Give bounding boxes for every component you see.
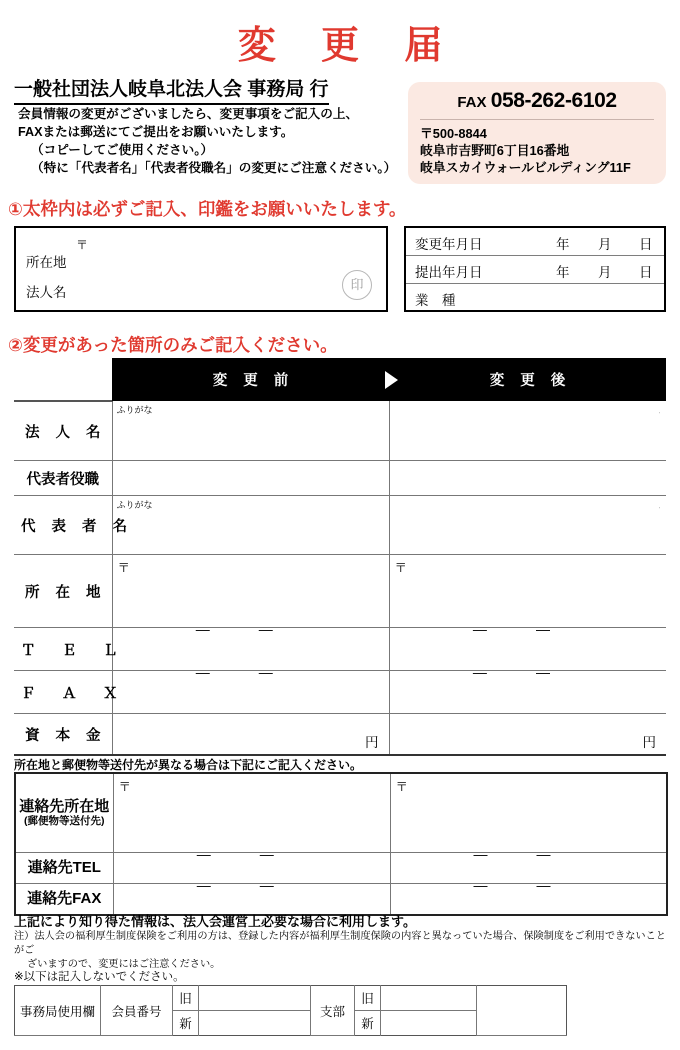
row-label-capital: 資 本 金 [14, 714, 112, 756]
label-company-name: 法人名 [26, 285, 67, 300]
furigana-label: ふりがな [116, 405, 153, 415]
dot-marker-right: ˙ [658, 413, 661, 420]
contact-address-sublabel: (郵便物等送付先) [24, 814, 105, 827]
change-date-day: 日 [639, 237, 653, 252]
insurance-note-line-2: ざいますので、変更にはご注意ください。 [27, 958, 221, 970]
branch-new-label: 新 [355, 1011, 381, 1036]
industry-label: 業 種 [415, 293, 456, 308]
row-address [14, 555, 666, 628]
arrow-right-icon [385, 371, 398, 389]
dash-8: ― [535, 664, 550, 680]
postal-mark-icon-before: 〒 [117, 561, 131, 575]
row-contact-tel [15, 853, 667, 884]
dash-3: ― [472, 621, 487, 637]
row-label-contact-fax: 連絡先FAX [15, 884, 113, 916]
header-blank-cell [14, 358, 112, 401]
branch-new-field[interactable] [381, 1011, 477, 1036]
member-new-label: 新 [173, 1011, 199, 1036]
submit-date-label: 提出年月日 [415, 265, 483, 280]
company-name-before-field[interactable] [112, 401, 389, 461]
rep-name-before-field[interactable] [112, 496, 389, 555]
member-old-field[interactable] [199, 986, 311, 1011]
intro-line-4: （特に「代表者名」「代表者役職名」の変更にご注意ください。） [31, 160, 397, 175]
contact-address-label: 連絡先所在地 [19, 797, 110, 815]
dash-c4: ― [536, 846, 551, 862]
header-after-cell: 変 更 後 [389, 358, 666, 401]
submit-date-row[interactable] [406, 256, 664, 284]
change-table [14, 358, 666, 756]
yen-unit-before: 円 [365, 735, 379, 750]
row-rep-title [14, 461, 666, 496]
office-row-old [15, 986, 567, 1011]
dash-5: ― [195, 664, 210, 680]
intro-line-3: （コピーしてご使用ください。） [31, 142, 214, 157]
contact-note: 所在地と郵便物等送付先が異なる場合は下記にご記入ください。 [14, 758, 363, 772]
rep-name-after-field[interactable] [389, 496, 666, 555]
postal-mark-icon-contact-before: 〒 [118, 780, 132, 794]
row-company-name [14, 401, 666, 461]
company-name-after-field[interactable] [389, 401, 666, 461]
row-fax [14, 671, 666, 714]
address-line-2: 岐阜スカイウォールビルディング11F [420, 159, 631, 175]
intro-line-1: 会員情報の変更がございましたら、変更事項をご記入の上、 [18, 107, 359, 121]
applicant-info-box [14, 226, 388, 312]
postal-mark-icon-contact-after: 〒 [395, 780, 409, 794]
contact-tel-after-field[interactable] [390, 846, 667, 884]
branch-label: 支部 [311, 986, 355, 1036]
row-label-company-name: 法 人 名 [14, 401, 112, 461]
dash-c1: ― [196, 846, 211, 862]
insurance-note-line-1: 注）法人会の福利厚生制度保険をご利用の方は、登録した内容が福利厚生制度保険の内容と異なっていた場合、保険制度をご利用できないことがご [14, 931, 666, 956]
member-new-field[interactable] [199, 1011, 311, 1036]
intro-line-2: FAXまたは郵送にてご提出をお願いいたします。 [18, 124, 294, 139]
dash-1: ― [195, 621, 210, 637]
fax-before-field[interactable] [112, 664, 389, 714]
row-rep-name [14, 496, 666, 555]
postal-mark-icon: 〒 [76, 238, 89, 252]
fax-address [420, 120, 654, 177]
address-after-field[interactable] [389, 555, 666, 628]
dash-2: ― [258, 621, 273, 637]
intro-text [18, 106, 418, 178]
contact-tel-before-field[interactable] [113, 846, 390, 884]
contact-table [14, 772, 668, 916]
capital-after-field[interactable] [389, 714, 666, 756]
tel-after-field[interactable] [389, 621, 666, 671]
row-label-rep-name: 代 表 者 名 [14, 496, 112, 555]
label-address: 所在地 [26, 255, 67, 270]
row-label-contact-tel: 連絡先TEL [15, 853, 113, 884]
contact-address-after-field[interactable] [390, 773, 667, 853]
furigana-label-2: ふりがな [116, 500, 153, 510]
rep-title-after-field[interactable] [389, 461, 666, 496]
dash-c7: ― [473, 877, 488, 893]
industry-row[interactable] [406, 284, 664, 309]
fax-label: FAX [457, 94, 487, 111]
submit-date-year: 年 [556, 265, 570, 280]
insurance-note [14, 930, 674, 971]
office-use-table [14, 985, 567, 1036]
section-1-heading: ①太枠内は必ずご記入、印鑑をお願いいたします。 [8, 199, 407, 219]
submit-date-day: 日 [639, 265, 653, 280]
dash-6: ― [258, 664, 273, 680]
dot-marker-left-2: ˙ [117, 508, 120, 515]
member-old-label: 旧 [173, 986, 199, 1011]
row-label-rep-title: 代表者役職 [14, 461, 112, 496]
contact-fax-after-field[interactable] [390, 877, 667, 916]
privacy-note: 上記により知り得た情報は、法人会運営上必要な場合に利用します。 [14, 914, 416, 929]
tel-before-field[interactable] [112, 621, 389, 671]
dash-7: ― [472, 664, 487, 680]
row-tel [14, 628, 666, 671]
dash-c3: ― [473, 846, 488, 862]
member-number-label: 会員番号 [101, 986, 173, 1036]
dash-c2: ― [259, 846, 274, 862]
fax-after-field[interactable] [389, 664, 666, 714]
row-contact-address [15, 773, 667, 853]
submit-date-month: 月 [598, 265, 612, 280]
dash-c6: ― [259, 877, 274, 893]
header-before-label: 変 更 前 [212, 373, 295, 389]
addressee-line: 一般社団法人岐阜北法人会 事務局 行 [14, 74, 329, 105]
yen-unit-after: 円 [642, 735, 656, 750]
dash-c8: ― [536, 877, 551, 893]
office-extra-field[interactable] [477, 986, 567, 1036]
row-label-contact-address [15, 773, 113, 853]
section-2-heading: ②変更があった箇所のみご記入ください。 [8, 335, 338, 355]
dot-marker-left: ˙ [117, 413, 120, 420]
change-date-label: 変更年月日 [415, 237, 483, 252]
office-use-note: ※以下は記入しないでください。 [14, 971, 185, 983]
branch-old-label: 旧 [355, 986, 381, 1011]
addressee-block [14, 74, 394, 105]
address-before-field[interactable] [112, 555, 389, 628]
row-label-tel: Ｔ Ｅ Ｌ [14, 628, 112, 671]
postal-mark-icon-after: 〒 [394, 561, 408, 575]
page-title: 変 更 届 [237, 22, 459, 67]
rep-title-before-field[interactable] [112, 461, 389, 496]
office-use-label: 事務局使用欄 [15, 986, 101, 1036]
capital-before-field[interactable] [112, 714, 389, 756]
dash-c5: ― [196, 877, 211, 893]
branch-old-field[interactable] [381, 986, 477, 1011]
fax-number: 058-262-6102 [490, 89, 617, 112]
fax-contact-box [408, 82, 666, 184]
postal-code: 〒500-8844 [420, 126, 487, 141]
contact-address-before-field[interactable] [113, 773, 390, 853]
change-date-row[interactable] [406, 228, 664, 256]
dash-4: ― [535, 621, 550, 637]
date-type-box [404, 226, 666, 312]
row-label-address: 所 在 地 [14, 555, 112, 628]
dot-marker-right-2: ˙ [658, 508, 661, 515]
change-date-year: 年 [556, 237, 570, 252]
change-table-header-row [14, 358, 666, 401]
address-line-1: 岐阜市吉野町6丁目16番地 [420, 142, 570, 158]
header-before-cell [112, 358, 389, 401]
change-date-month: 月 [598, 237, 612, 252]
row-label-fax: Ｆ Ａ Ｘ [14, 671, 112, 714]
fax-number-line [420, 89, 654, 120]
seal-stamp-icon: 印 [342, 270, 372, 300]
row-capital [14, 714, 666, 756]
